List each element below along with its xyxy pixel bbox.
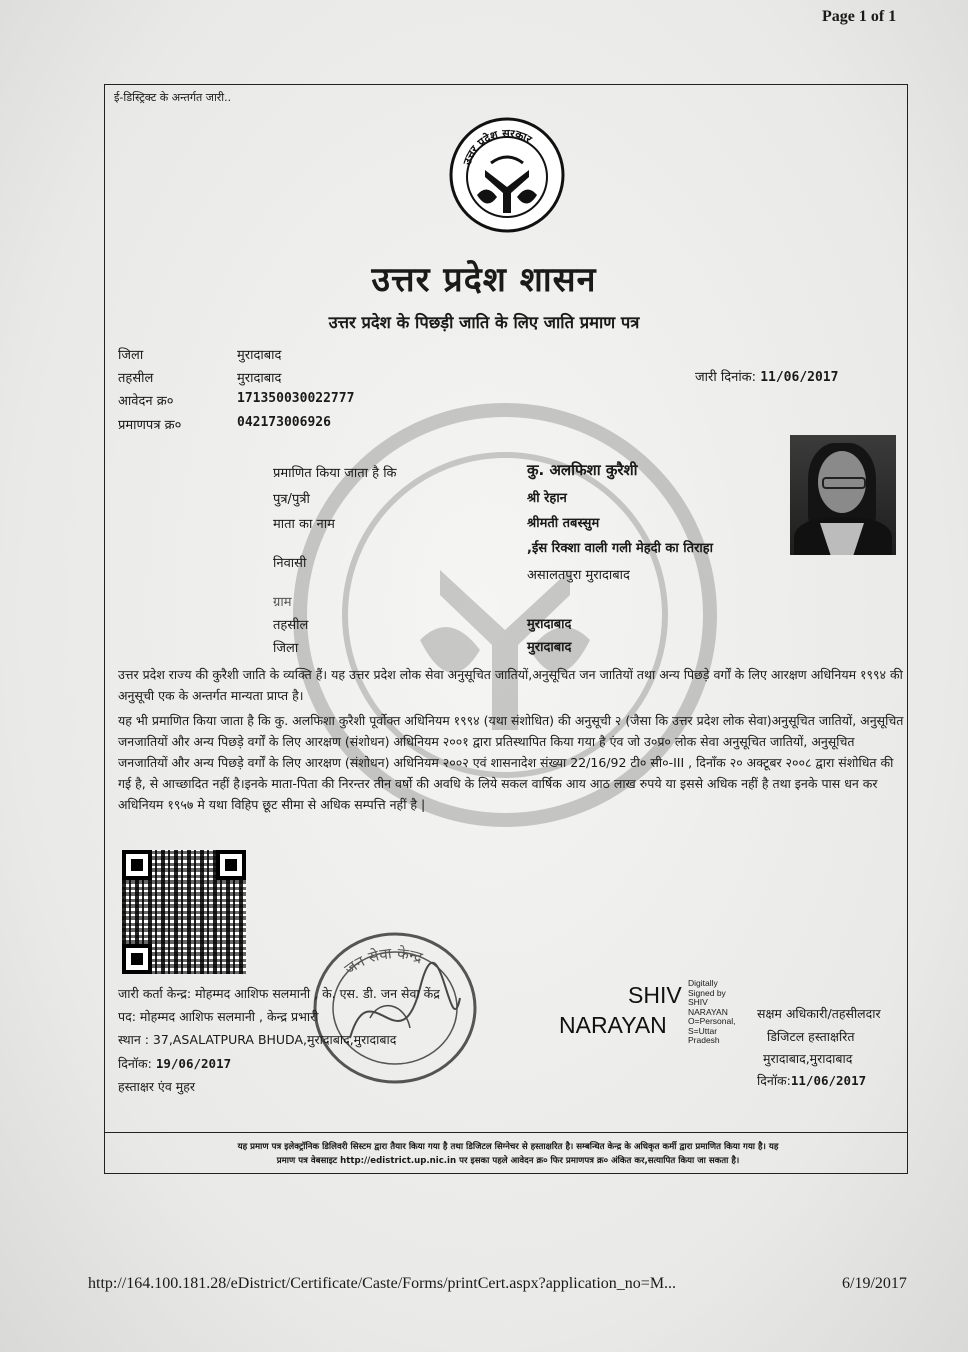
government-title: उत्तर प्रदेश शासन <box>371 260 597 300</box>
svg-text:उत्तर प्रदेश सरकार: उत्तर प्रदेश सरकार <box>460 126 534 167</box>
district-label: जिला <box>118 348 144 363</box>
issuer-date-value: 19/06/2017 <box>155 1056 232 1071</box>
qr-code <box>122 850 246 974</box>
digitally-signed-label: डिजिटल हस्ताक्षरित <box>767 1029 855 1044</box>
issue-date <box>695 367 838 385</box>
certificate-number-label: प्रमाणपत्र क्र० <box>118 418 182 433</box>
certificate-number-value: 042173006926 <box>237 415 331 430</box>
up-government-emblem-icon <box>447 115 567 235</box>
issue-date-label: जारी दिनांक: <box>695 370 757 385</box>
print-url: http://164.100.181.28/eDistrict/Certificate/Caste/Forms/printCert.aspx?application_no=M... <box>88 1275 677 1292</box>
application-number-label: आवेदन क्र० <box>118 394 174 409</box>
certificate-footer <box>112 1140 904 1168</box>
person-tehsil-label: तहसील <box>273 618 309 633</box>
svg-text:जन सेवा केन्द्र: जन सेवा केन्द्र <box>341 944 425 979</box>
top-note: ई-डिस्ट्रिक्ट के अन्तर्गत जारी.. <box>114 91 232 104</box>
mother-name: श्रीमती तबस्सुम <box>527 516 600 531</box>
issuer-place: स्थान : 37,ASALATPURA BHUDA,मुरादाबाद,मुरादाबाद <box>118 1032 397 1047</box>
tehsil-label: तहसील <box>118 371 154 386</box>
print-date: 6/19/2017 <box>842 1275 907 1292</box>
competent-officer: सक्षम अधिकारी/तहसीलदार <box>757 1006 881 1021</box>
issuer-date <box>118 1055 231 1072</box>
signer-name-line-2: NARAYAN <box>559 1012 667 1038</box>
signer-name-line-1: SHIV <box>628 982 682 1008</box>
relation-label: पुत्र/पुत्री <box>273 492 310 507</box>
application-number-value: 171350030022777 <box>237 391 355 406</box>
person-tehsil-value: मुरादाबाद <box>527 617 572 632</box>
person-district-value: मुरादाबाद <box>527 640 572 655</box>
applicant-name: कु. अलफिशा कुरैशी <box>527 461 638 479</box>
issuer-date-label: दिनॉक: <box>118 1056 152 1071</box>
officer-location: मुरादाबाद,मुरादाबाद <box>763 1051 853 1066</box>
district-value: मुरादाबाद <box>237 348 282 363</box>
caste-recognition-paragraph: उत्तर प्रदेश राज्य की कुरैशी जाति के व्यक्ति हैं। यह उत्तर प्रदेश लोक सेवा अनुसूचित जातियों,अनुसूचित जन जातियों तथा अन्य पिछड़े वर्गों के लिए आरक्षण अधिनियम १९९४ की अनुसूची एक के अन्तर्गत मान्यता प्राप्त है। <box>118 667 903 703</box>
mother-label: माता का नाम <box>273 517 335 532</box>
applicant-photo <box>790 435 896 555</box>
footer-line-2: प्रमाण पत्र वेबसाइट http://edistrict.up.nic.in पर इसका पहले आवेदन क्र० फिर प्रमाणपत्र क्र० अंकित कर,सत्यापित किया जा सकता है। <box>276 1156 740 1166</box>
village-label: ग्राम <box>273 595 292 610</box>
creamy-layer-paragraph: यह भी प्रमाणित किया जाता है कि कु. अलफिशा कुरैशी पूर्वोक्त अधिनियम १९९४ (यथा संशोधित) की अनुसूची २ (जैसा कि उत्तर प्रदेश लोक सेवा)अनुसूचित जातियों, अनुसूचित जनजातियों और अन्य पिछड़े वर्गों के लिए आरक्षण (संशोधन) अधिनियम २००१ द्वारा प्रतिस्थापित किया गया है एंव जो उ०प्र० लोक सेवा अनुसूचित जातियों, अनुसूचित जनजातियों और अन्य पिछड़े वर्गों के लिए आरक्षण (संशोधन) अधिनियम २००२ एवं शासनादेश संख्या 22/16/92 टी० सी०-III , दिनाँक २० अक्टूबर २००८ द्वारा संशोधित की गई है, से आच्छादित नहीं है।इनके माता-पिता की निरन्तर तीन वर्षो की अवधि के लिये सकल वार्षिक आय आठ लाख रुपये या इससे अधिक नहीं है तथा इनके पास धन कर अधिनियम १९५७ मे यथा विहिप छूट सीमा से अधिक सम्पत्ति नहीं है | <box>118 713 904 812</box>
footer-line-1: यह प्रमाण पत्र इलेक्ट्रॉनिक डिलिवरी सिस्टम द्वारा तैयार किया गया है तथा डिजिटल सिग्नेचर से हस्ताक्षरित है। सम्बन्धित केन्द्र के अधिकृत कर्मी द्वारा प्रमाणित किया गया है। यह <box>237 1142 779 1152</box>
digital-signature-details: Digitally Signed by SHIV NARAYAN O=Personal, S=Uttar Pradesh <box>688 978 736 1045</box>
sign-and-seal-label: हस्ताक्षर एंव मुहर <box>118 1079 195 1094</box>
page-indicator: Page 1 of 1 <box>822 8 897 25</box>
footer-divider <box>104 1132 908 1133</box>
seal-stamp-icon <box>310 928 480 1088</box>
address-line-2: असालतपुरा मुरादाबाद <box>527 568 630 583</box>
certify-label: प्रमाणित किया जाता है कि <box>273 466 397 481</box>
issue-date-value: 11/06/2017 <box>760 370 839 385</box>
certificate-title: उत्तर प्रदेश के पिछड़ी जाति के लिए जाति प्रमाण पत्र <box>328 313 640 332</box>
address-line-1: ,ईस रिक्शा वाली गली मेहदी का तिराहा <box>527 541 714 556</box>
issuing-center: जारी कर्ता केन्द्र: मोहम्मद आशिफ सलमानी , के. एस. डी. जन सेवा केंद्र <box>118 986 440 1001</box>
resident-label: निवासी <box>273 556 307 571</box>
tehsil-value: मुरादाबाद <box>237 371 282 386</box>
person-district-label: जिला <box>273 641 299 656</box>
officer-date-label: दिनॉक: <box>757 1073 791 1088</box>
officer-date <box>757 1072 866 1089</box>
issuer-post: पद: मोहम्मद आशिफ सलमानी , केन्द्र प्रभारी <box>118 1009 319 1024</box>
officer-date-value: 11/06/2017 <box>790 1073 867 1088</box>
father-name: श्री रेहान <box>527 491 567 506</box>
